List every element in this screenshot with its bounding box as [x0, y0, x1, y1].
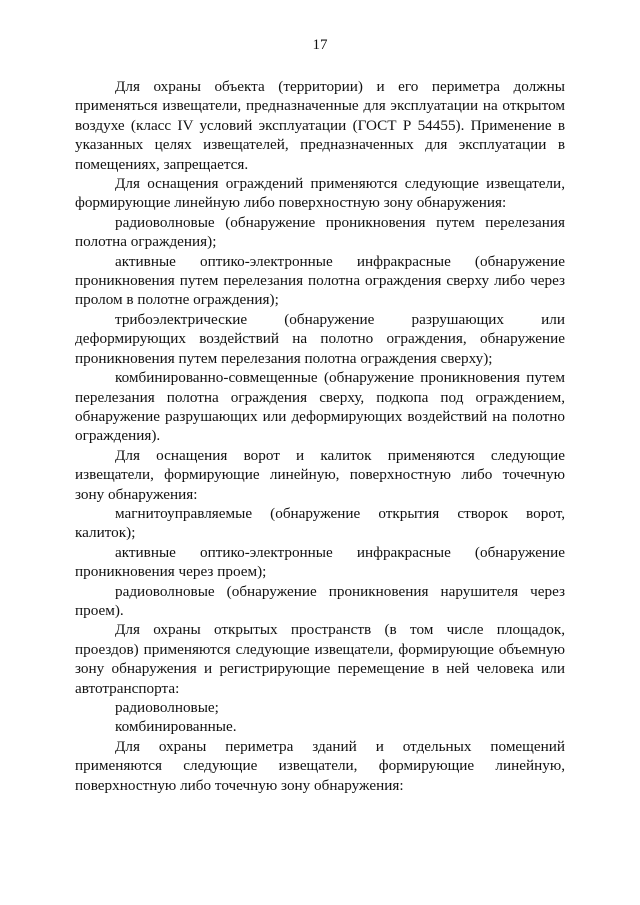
- paragraph: активные оптико-электронные инфракрасные (обнаружение проникновения через проем);: [75, 543, 565, 581]
- paragraph: радиоволновые (обнаружение проникновения нарушителя через проем).: [75, 582, 565, 619]
- paragraph: Для охраны объекта (территории) и его периметра должны применяться извещатели, предназначенные для эксплуатации на открытом воздухе (класс IV условий эксплуатации (ГОСТ Р 54455). Применение в указанных целях извещателей, предназначенных для эксплуатации в помещениях, запрещается.: [75, 78, 565, 173]
- paragraph: трибоэлектрические (обнаружение разрушающих или деформирующих воздействий на полотно ограждения, обнаружение проникновения путем перелезания полотна ограждения сверху);: [75, 310, 565, 367]
- page-number: 17: [312, 37, 328, 53]
- body-text: [75, 77, 565, 795]
- paragraph: Для оснащения ворот и калиток применяются следующие извещатели, формирующие линейную, поверхностную либо точечную зону обнаружения:: [75, 446, 565, 503]
- paragraph: активные оптико-электронные инфракрасные (обнаружение проникновения путем перелезания полотна ограждения сверху либо через пролом в полотне ограждения);: [75, 252, 565, 309]
- paragraph: Для охраны открытых пространств (в том числе площадок, проездов) применяются следующие извещатели, формирующие объемную зону обнаружения и регистрирующие перемещение в ней человека или автотранспорта:: [75, 621, 565, 697]
- paragraph: радиоволновые (обнаружение проникновения путем перелезания полотна ограждения);: [75, 213, 565, 251]
- paragraph: магнитоуправляемые (обнаружение открытия створок ворот, калиток);: [75, 504, 565, 542]
- paragraph: комбинированные.: [115, 718, 237, 736]
- paragraph: радиоволновые;: [115, 699, 219, 716]
- paragraph: Для охраны периметра зданий и отдельных помещений применяются следующие извещатели, формирующие линейную, поверхностную либо точечную зону обнаружения:: [75, 737, 565, 794]
- paragraph: Для оснащения ограждений применяются следующие извещатели, формирующие линейную либо поверхностную зону обнаружения:: [75, 175, 565, 212]
- paragraph: комбинированно-совмещенные (обнаружение проникновения путем перелезания полотна ограждения сверху, подкопа под ограждением, обнаружение разрушающих или деформирующих воздействий на полотно ограждения).: [75, 369, 565, 445]
